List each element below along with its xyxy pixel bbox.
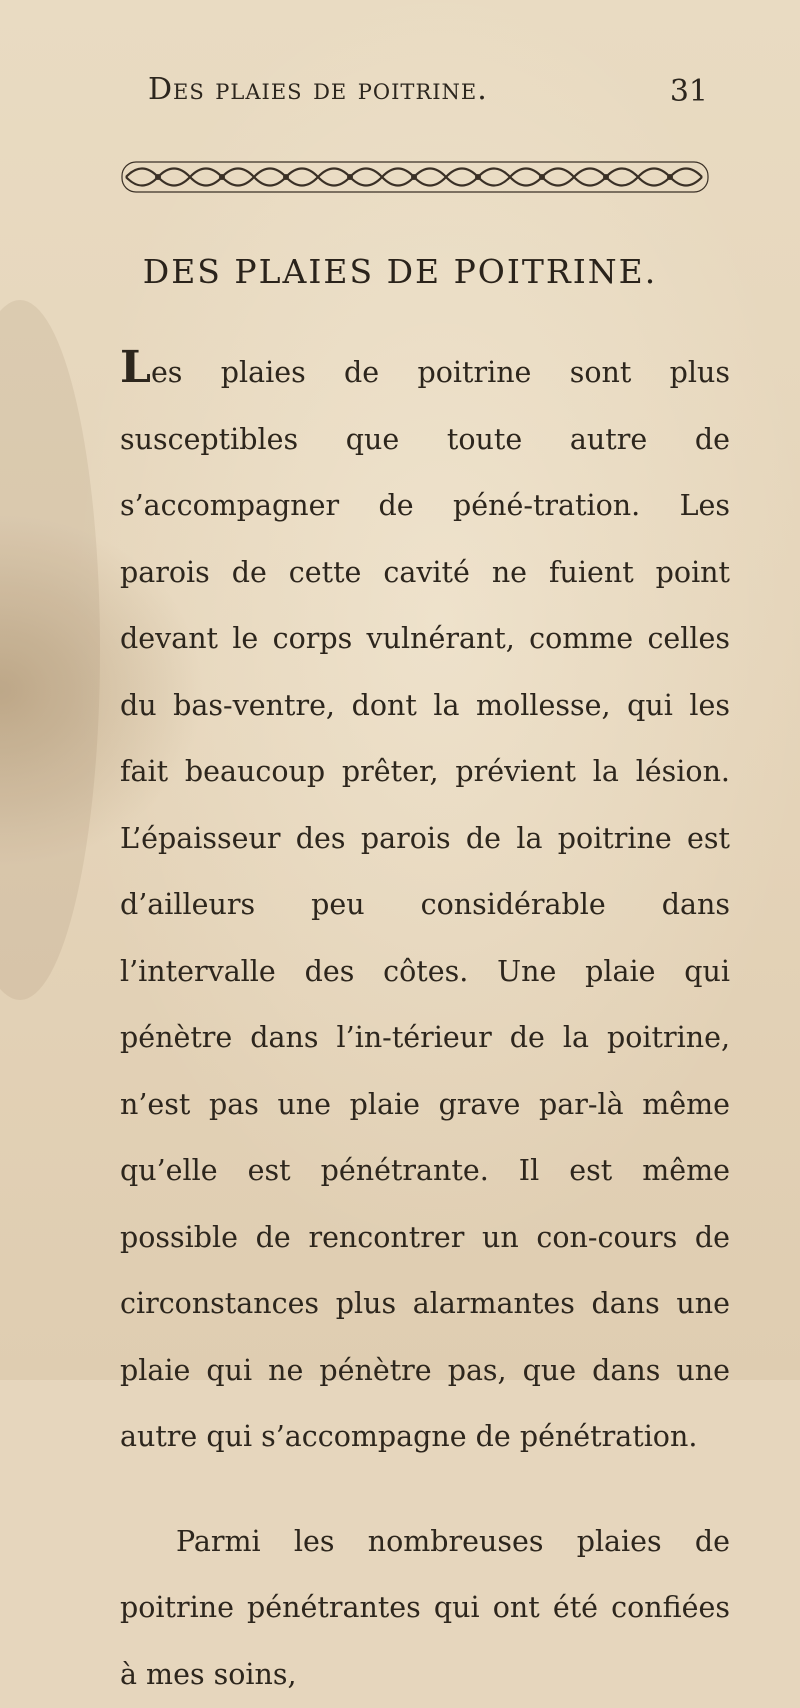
drop-cap: L — [120, 342, 151, 393]
paragraph-2: Parmi les nombreuses plaies de poitrine pénétrantes qui ont été confiées à mes soins, — [120, 1509, 730, 1708]
ornament-band — [120, 156, 710, 198]
running-head-title: Des plaies de poitrine. — [148, 72, 488, 107]
chapter-title: DES PLAIES DE POITRINE. — [0, 252, 800, 291]
page-number: 31 — [670, 74, 708, 109]
page-edge-shadow — [0, 300, 100, 1000]
paragraph-1-text: es plaies de poitrine sont plus susceptibles que toute autre de s’accompagner de péné-tration. Les parois de cette cavité ne fuient point devant le corps vulnérant, comme celles du bas-ventre, dont la mollesse, qui les fait beaucoup prêter, prévient la lésion. L’épaisseur des parois de la poitrine est d’ailleurs peu considérable dans l’intervalle des côtes. Une plaie qui pénètre dans l’in-térieur de la poitrine, n’est pas une plaie grave par-là même qu’elle est pénétrante. Il est même possible de rencontrer un con-cours de circonstances plus alarmantes dans une plaie qui ne pénètre pas, que dans une autre qui s’accompagne de pénétration. — [120, 356, 730, 1453]
body-text — [120, 340, 730, 1708]
paragraph-1 — [120, 340, 730, 1471]
running-head — [148, 72, 708, 120]
